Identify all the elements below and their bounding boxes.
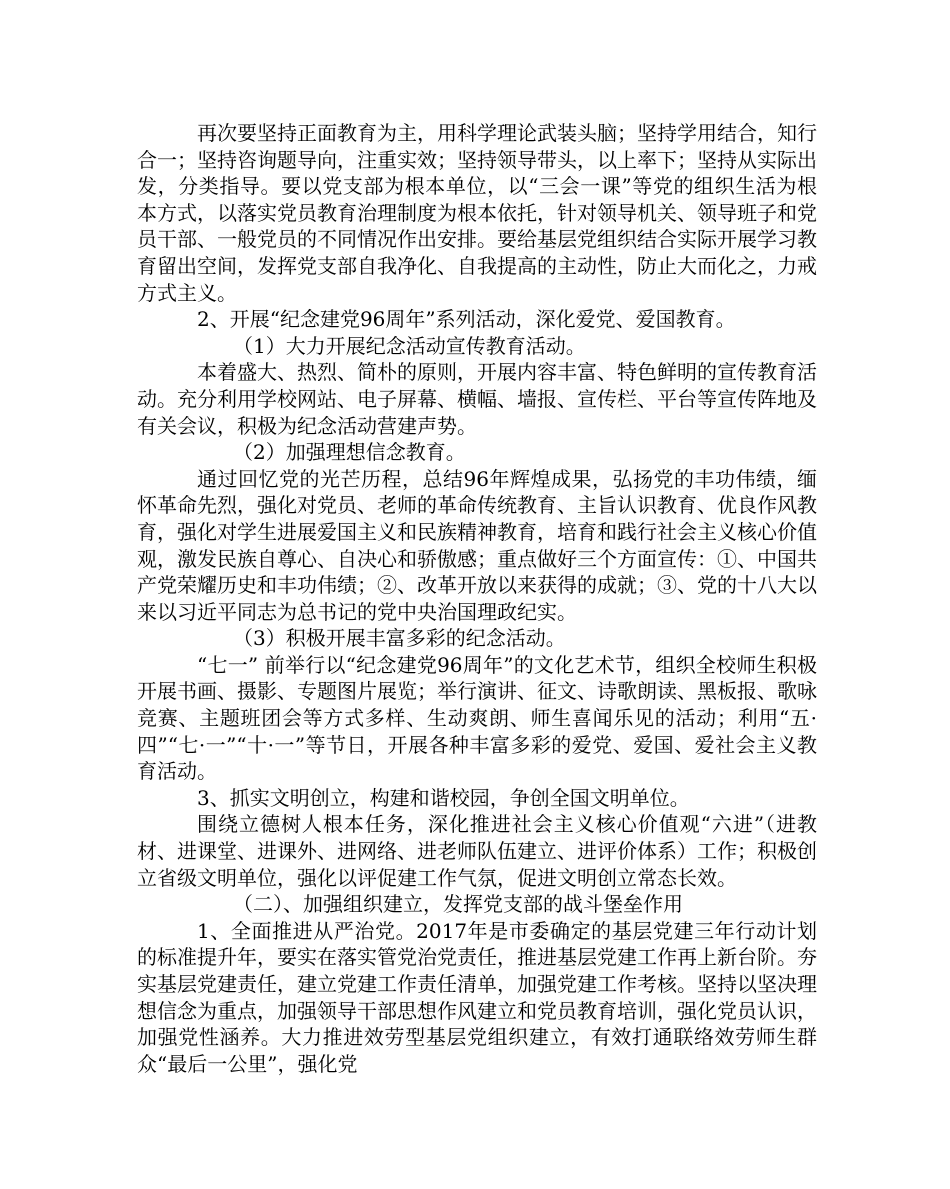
paragraph-party-discipline: 1、全面推进从严治党。2017年是市委确定的基层党建三年行动计划的标准提升年，要实在落实管党治党责任，推进基层党建工作再上新台阶。夯实基层党建责任，建立党建工作责任清单，加强党建工作考核。坚持以坚决理想信念为重点，加强领导干部思想作风建立和党员教育培训，强化党员认识，加强党性涵养。大力推进效劳型基层党组织建立，有效打通联络效劳师生群众“最后一公里”，强化党 <box>137 918 817 1076</box>
section-heading-organization: （二）、加强组织建立，发挥党支部的战斗堡垒作用 <box>233 892 683 917</box>
paragraph-publicity: 本着盛大、热烈、简朴的原则，开展内容丰富、特色鲜明的宣传教育活动。充分利用学校网站、电子屏幕、横幅、墙报、宣传栏、平台等宣传阵地及有关会议，积极为纪念活动营建声势。 <box>137 360 817 438</box>
subheading-ideals: （2）加强理想信念教育。 <box>233 440 466 465</box>
document-body <box>137 120 817 1077</box>
paragraph-education-principles: 再次要坚持正面教育为主，用科学理论武装头脑；坚持学用结合，知行合一；坚持咨询题导向，注重实效；坚持领导带头，以上率下；坚持从实际出发，分类指导。要以党支部为根本单位，以“三会一课”等党的组织生活为根本方式，以落实党员教育治理制度为根本依托，针对领导机关、领导班子和党员干部、一般党员的不同情况作出安排。要给基层党组织结合实际开展学习教育留出空间，发挥党支部自我净化、自我提高的主动性，防止大而化之，力戒方式主义。 <box>137 121 817 305</box>
heading-civilization: 3、抓实文明创立，构建和谐校园，争创全国文明单位。 <box>197 785 690 810</box>
paragraph-commemoration: “七一” 前举行以“纪念建党96周年”的文化艺术节，组织全校师生积极开展书画、摄影、专题图片展览；举行演讲、征文、诗歌朗读、黑板报、歌咏竞赛、主题班团会等方式多样、生动爽朗、师生喜闻乐见的活动；利用“五·四”“七·一”“十·一”等节日，开展各种丰富多彩的爱党、爱国、爱社会主义教育活动。 <box>137 652 817 784</box>
paragraph-civilization: 围绕立德树人根本任务，深化推进社会主义核心价值观“六进”（进教材、进课堂、进课外、进网络、进老师队伍建立、进评价体系）工作；积极创立省级文明单位，强化以评促建工作气氛，促进文明创立常态长效。 <box>137 812 817 890</box>
paragraph-ideals: 通过回忆党的光芒历程，总结96年辉煌成果，弘扬党的丰功伟绩，缅怀革命先烈，强化对党员、老师的革命传统教育、主旨认识教育、优良作风教育，强化对学生进展爱国主义和民族精神教育，培育和践行社会主义核心价值观，激发民族自尊心、自决心和骄傲感；重点做好三个方面宣传：①、中国共产党荣耀历史和丰功伟绩；②、改革开放以来获得的成就；③、党的十八大以来以习近平同志为总书记的党中央治国理政纪实。 <box>137 466 817 624</box>
subheading-commemoration: （3）积极开展丰富多彩的纪念活动。 <box>233 626 566 651</box>
subheading-publicity: （1）大力开展纪念活动宣传教育活动。 <box>233 333 586 358</box>
heading-anniversary-activities: 2、开展“纪念建党96周年”系列活动，深化爱党、爱国教育。 <box>197 307 736 332</box>
